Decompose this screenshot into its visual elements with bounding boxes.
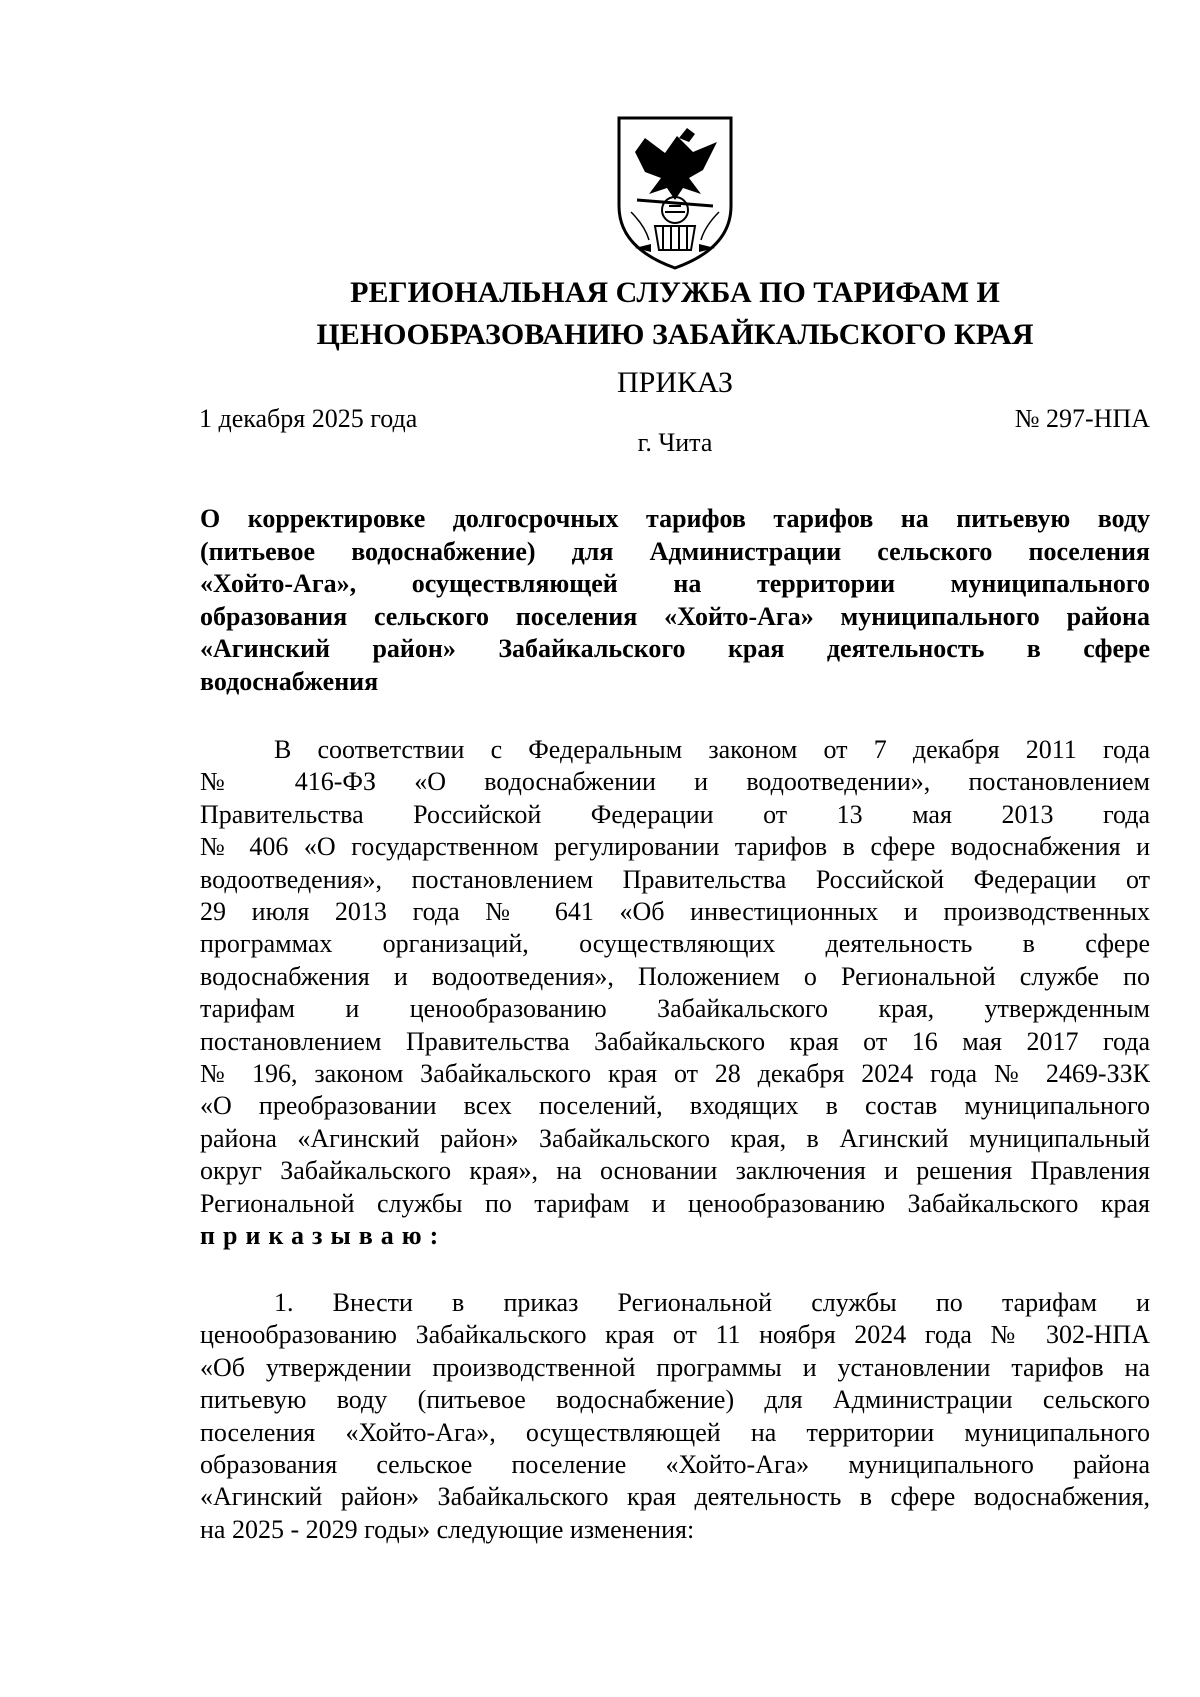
organization-name <box>200 272 1150 356</box>
title-line: водоснабжения <box>200 666 379 696</box>
paragraph-line: водоотведения», постановлением Правительства Российской Федерации от <box>200 864 1150 894</box>
organization-name-line1: РЕГИОНАЛЬНАЯ СЛУЖБА ПО ТАРИФАМ И <box>350 276 1000 309</box>
document-date: 1 декабря 2025 года <box>199 404 418 433</box>
paragraph-line: № 406 «О государственном регулировании тарифов в сфере водоснабжения и <box>200 832 1150 862</box>
paragraph-line: В соответствии с Федеральным законом от 7 декабря 2011 года <box>274 735 1150 764</box>
paragraph-line: Региональной службы по тарифам и ценообразованию Забайкальского края <box>200 1188 1150 1218</box>
paragraph-line: образования сельское поселение «Хойто-Ага» муниципального района <box>200 1450 1150 1480</box>
paragraph-line: 1. Внести в приказ Региональной службы по тарифам и <box>274 1288 1150 1317</box>
paragraph-line: поселения «Хойто-Ага», осуществляющей на территории муниципального <box>200 1417 1150 1447</box>
paragraph-line: питьевую воду (питьевое водоснабжение) для Администрации сельского <box>200 1385 1150 1415</box>
title-line: образования сельского поселения «Хойто-Ага» муниципального района <box>200 601 1150 631</box>
document-city: г. Чита <box>637 428 713 457</box>
title-line: «Хойто-Ага», осуществляющей на территории муниципального <box>200 569 1150 598</box>
paragraph-line: № 196, законом Забайкальского края от 28 декабря 2024 года № 2469-ЗЗК <box>200 1059 1150 1089</box>
order-word: приказываю: <box>200 1221 447 1251</box>
paragraph-line: на 2025 - 2029 годы» следующие изменения: <box>200 1514 695 1544</box>
item-1-paragraph <box>200 1287 1150 1546</box>
paragraph-line: Правительства Российской Федерации от 13 мая 2013 года <box>200 799 1150 829</box>
paragraph-line: программах организаций, осуществляющих деятельность в сфере <box>200 929 1150 959</box>
paragraph-line: округ Забайкальского края», на основании заключения и решения Правления <box>200 1156 1150 1186</box>
paragraph-line: района «Агинский район» Забайкальского края, в Агинский муниципальный <box>200 1123 1150 1153</box>
title-line: О корректировке долгосрочных тарифов тарифов на питьевую воду <box>200 504 1150 533</box>
paragraph-line: «О преобразовании всех поселений, входящих в состав муниципального <box>200 1091 1150 1121</box>
paragraph-line: «Агинский район» Забайкальского края деятельность в сфере водоснабжения, <box>200 1482 1150 1512</box>
document-title <box>200 503 1150 698</box>
coat-of-arms-icon <box>605 108 745 273</box>
paragraph-line: тарифам и ценообразованию Забайкальского края, утвержденным <box>200 994 1150 1024</box>
paragraph-line: «Об утверждении производственной программы и установлении тарифов на <box>200 1352 1150 1382</box>
document-type: ПРИКАЗ <box>617 366 733 399</box>
document-number: № 297-НПА <box>1014 404 1150 433</box>
paragraph-line: № 416-ФЗ «О водоснабжении и водоотведении», постановлением <box>200 767 1150 797</box>
paragraph-line: постановлением Правительства Забайкальского края от 16 мая 2017 года <box>200 1026 1150 1056</box>
paragraph-line: водоснабжения и водоотведения», Положением о Региональной службе по <box>200 961 1150 991</box>
organization-name-line2: ЦЕНООБРАЗОВАНИЮ ЗАБАЙКАЛЬСКОГО КРАЯ <box>316 318 1034 351</box>
paragraph-line: 29 июля 2013 года № 641 «Об инвестиционных и производственных <box>200 897 1150 927</box>
title-line: (питьевое водоснабжение) для Администрации сельского поселения <box>200 536 1150 566</box>
title-line: «Агинский район» Забайкальского края деятельность в сфере <box>200 634 1150 663</box>
preamble-paragraph <box>200 734 1150 1253</box>
paragraph-line: ценообразованию Забайкальского края от 11 ноября 2024 года № 302-НПА <box>200 1320 1150 1350</box>
